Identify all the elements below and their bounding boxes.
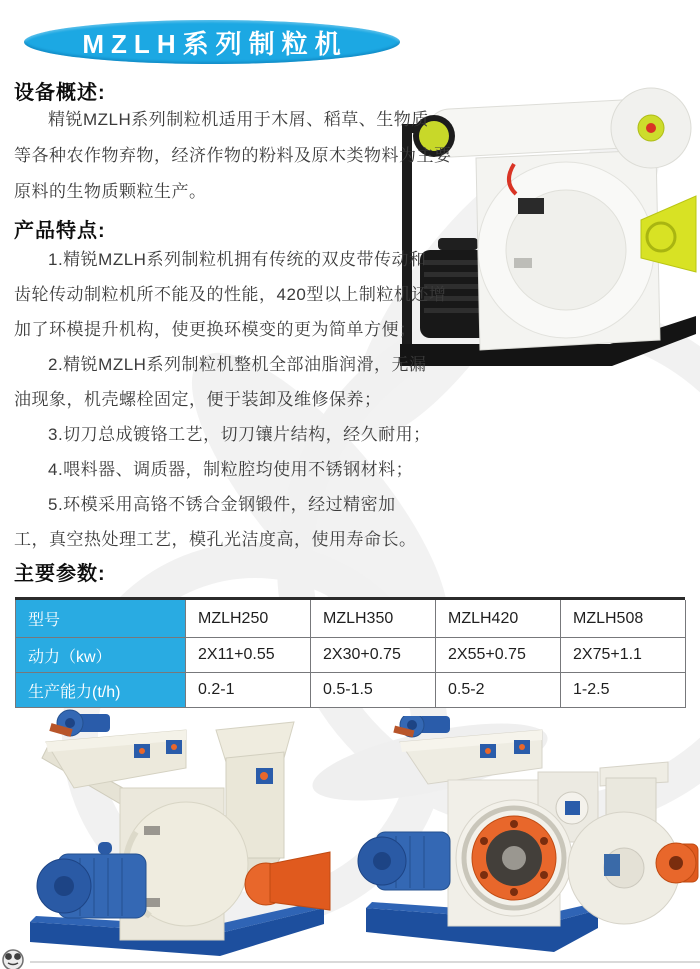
- param-value-cell: MZLH508: [561, 600, 686, 638]
- features-list: [14, 242, 446, 557]
- param-value-cell: MZLH350: [311, 600, 436, 638]
- text-line: 精锐MZLH系列制粒机适用于木屑、稻草、生物质: [48, 110, 429, 129]
- feeder-hopper: [46, 730, 186, 788]
- page-title: MZLH系列制粒机: [82, 28, 348, 59]
- text-line: 等各种农作物弃物，经济作物的粉料及原木类物料为主要: [14, 146, 452, 165]
- feeder-motor: [393, 716, 450, 737]
- fan-motor: [656, 843, 698, 883]
- feature-line: 2.精锐MZLH系列制粒机整机全部油脂润滑，无漏: [48, 355, 427, 374]
- title-banner: [24, 20, 400, 64]
- port-plate: [565, 801, 580, 815]
- param-value-cell: 0.2-1: [186, 673, 311, 708]
- corner-logo-icon: [2, 946, 26, 969]
- param-label-cell: 型号: [16, 600, 186, 638]
- feature-line: 工，真空热处理工艺，模孔光洁度高，使用寿命长。: [14, 530, 417, 549]
- feeder-hopper: [400, 730, 542, 784]
- table-row-power: [16, 638, 686, 673]
- param-value-cell: 1-2.5: [561, 673, 686, 708]
- params-table-wrap: [15, 597, 685, 708]
- params-table: [15, 600, 686, 708]
- param-value-cell: 2X55+0.75: [436, 638, 561, 673]
- feature-line: 5.环模采用高铬不锈合金钢锻件，经过精密加: [48, 495, 396, 514]
- feeder-motor: [49, 710, 110, 737]
- bottom-divider: [30, 961, 700, 963]
- pellet-mill-photo-left: [18, 706, 336, 964]
- table-row-capacity: [16, 673, 686, 708]
- main-body: [476, 150, 660, 350]
- param-label-cell: 生产能力(t/h): [16, 673, 186, 708]
- motor: [358, 832, 450, 890]
- param-value-cell: 0.5-1.5: [311, 673, 436, 708]
- param-value-cell: 2X11+0.55: [186, 638, 311, 673]
- param-value-cell: MZLH250: [186, 600, 311, 638]
- param-value-cell: MZLH420: [436, 600, 561, 638]
- param-value-cell: 0.5-2: [436, 673, 561, 708]
- features-heading: 产品特点:: [14, 220, 106, 242]
- feature-line: 1.精锐MZLH系列制粒机拥有传统的双皮带传动和: [48, 250, 427, 269]
- feature-line: 4.喂料器、调质器，制粒腔均使用不锈钢材料；: [48, 460, 414, 479]
- die-assembly: [456, 800, 572, 916]
- params-heading: 主要参数:: [14, 563, 106, 585]
- table-row-model: [16, 600, 686, 638]
- param-value-cell: 2X75+1.1: [561, 638, 686, 673]
- text-line: 原料的生物质颗粒生产。: [14, 182, 207, 201]
- overview-heading: 设备概述:: [14, 82, 106, 104]
- param-value-cell: 2X30+0.75: [311, 638, 436, 673]
- feature-line: 油现象，机壳螺栓固定，便于装卸及维修保养；: [14, 390, 382, 409]
- pellet-mill-photo-right: [352, 716, 700, 962]
- param-label-cell: 动力（kw）: [16, 638, 186, 673]
- overview-paragraph: [14, 102, 452, 210]
- feature-line: 齿轮传动制粒机所不能及的性能，420型以上制粒机还增: [14, 285, 447, 304]
- feature-line: 3.切刀总成镀铬工艺，切刀镶片结构，经久耐用；: [48, 425, 431, 444]
- feature-line: 加了环模提升机构，使更换环模变的更为简单方便；: [14, 320, 417, 339]
